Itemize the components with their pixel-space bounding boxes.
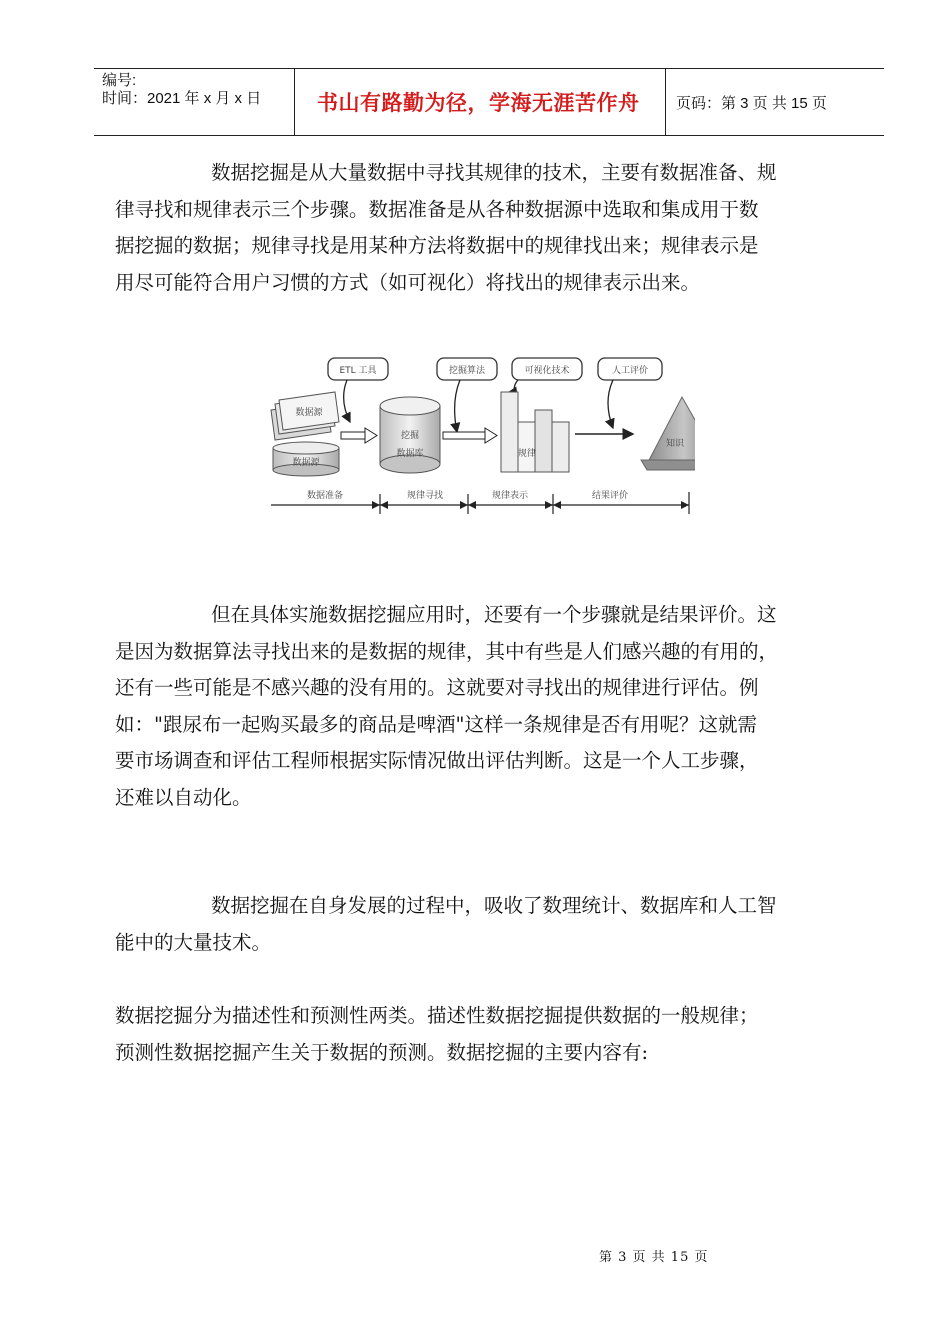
text-line: 用尽可能符合用户习惯的方式（如可视化）将找出的规律表示出来。 bbox=[115, 270, 701, 294]
algorithm-callout bbox=[437, 358, 497, 432]
page-footer: 第 3 页 共 15 页 bbox=[599, 1250, 709, 1265]
knowledge-label: 知识 bbox=[665, 439, 685, 449]
page-code: 页码：第 3 页 共 15 页 bbox=[676, 94, 827, 112]
manual-label: 人工评价 bbox=[611, 366, 649, 376]
source2-label: 数据源 bbox=[292, 458, 320, 468]
stage-label: 规律寻找 bbox=[406, 491, 444, 501]
visual-label: 可视化技术 bbox=[524, 366, 570, 376]
motto: 书山有路勤为径，学海无涯苦作舟 bbox=[317, 91, 640, 115]
text-line: 数据挖掘是从大量数据中寻找其规律的技术，主要有数据准备、规 bbox=[211, 161, 777, 184]
header-meta bbox=[94, 69, 295, 135]
rule-label: 规律 bbox=[517, 449, 537, 459]
db-label-1: 挖掘 bbox=[400, 431, 420, 441]
data-source-stack bbox=[271, 392, 339, 440]
header-motto-cell bbox=[295, 69, 666, 135]
data-mining-process-diagram bbox=[265, 352, 695, 520]
text-line: 据挖掘的数据；规律寻找是用某种方法将数据中的规律找出来；规律表示是 bbox=[115, 234, 759, 257]
text-line: 数据挖掘分为描述性和预测性两类。描述性数据挖掘提供数据的一般规律； bbox=[115, 1004, 759, 1027]
text-line: 还有一些可能是不感兴趣的没有用的。这就要对寻找出的规律进行评估。例 bbox=[115, 676, 759, 699]
text-line: 但在具体实施数据挖掘应用时，还要有一个步骤就是结果评价。这 bbox=[211, 603, 777, 626]
time-label: 时间：2021 年 x 月 x 日 bbox=[102, 90, 262, 107]
knowledge-pyramid bbox=[641, 397, 695, 470]
data-source-cylinder bbox=[273, 442, 339, 476]
paragraph-categories bbox=[115, 998, 843, 1071]
source1-label: 数据源 bbox=[295, 408, 323, 418]
stage-label: 规律表示 bbox=[491, 491, 529, 501]
visual-callout bbox=[512, 358, 582, 397]
text-line: 要市场调查和评估工程师根据实际情况做出评估判断。这是一个人工步骤， bbox=[115, 749, 759, 772]
stage-label: 结果评价 bbox=[591, 491, 629, 501]
stage-label: 数据准备 bbox=[306, 491, 344, 501]
arrow-to-database bbox=[341, 428, 377, 443]
db-label-2: 数据库 bbox=[396, 449, 424, 459]
paragraph-absorbed-tech bbox=[115, 888, 843, 961]
page-header bbox=[94, 68, 884, 136]
etl-label: ETL 工具 bbox=[339, 366, 377, 376]
text-line: 预测性数据挖掘产生关于数据的预测。数据挖掘的主要内容有: bbox=[115, 1040, 649, 1064]
text-line: 律寻找和规律表示三个步骤。数据准备是从各种数据源中选取和集成用于数 bbox=[115, 197, 759, 221]
header-page-cell bbox=[666, 69, 884, 135]
text-line: 如："跟尿布一起购买最多的商品是啤酒"这样一条规律是否有用呢？这就需 bbox=[115, 712, 757, 736]
text-line: 能中的大量技术。 bbox=[115, 930, 272, 954]
text-line: 还难以自动化。 bbox=[115, 785, 252, 809]
text-line: 数据挖掘在自身发展的过程中，吸收了数理统计、数据库和人工智 bbox=[211, 894, 777, 917]
arrow-to-rule bbox=[443, 428, 497, 443]
rule-bars bbox=[501, 392, 569, 472]
number-label: 编号: bbox=[102, 72, 137, 89]
text-line: 是因为数据算法寻找出来的是数据的规律，其中有些是人们感兴趣的有用的， bbox=[115, 639, 779, 663]
stage-timeline bbox=[271, 489, 689, 514]
paragraph-intro bbox=[115, 155, 843, 301]
paragraph-evaluation bbox=[115, 597, 843, 816]
manual-callout bbox=[598, 358, 662, 428]
algorithm-label: 挖掘算法 bbox=[448, 366, 486, 376]
mining-database bbox=[380, 397, 440, 473]
